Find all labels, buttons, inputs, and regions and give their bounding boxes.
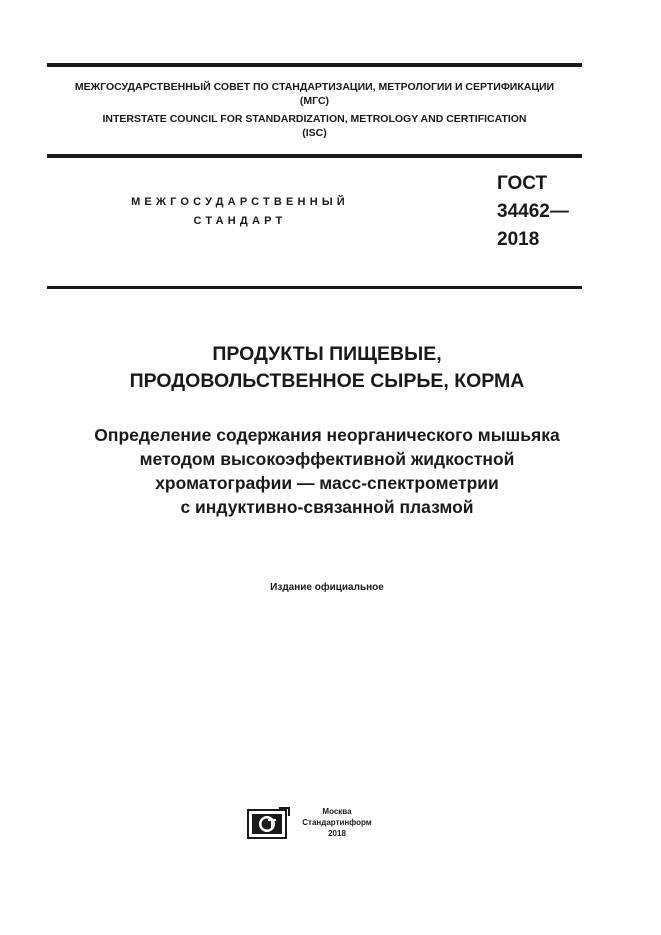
gost-label: ГОСТ xyxy=(497,173,548,194)
council-name-en: INTERSTATE COUNCIL FOR STANDARDIZATION, METROLOGY AND CERTIFICATION xyxy=(102,113,527,125)
standard-kind-line1: МЕЖГОСУДАРСТВЕННЫЙ xyxy=(131,196,349,208)
publisher-name: Стандартинформ xyxy=(302,818,372,827)
publisher-imprint xyxy=(292,806,382,839)
document-subtitle-line4: с индуктивно-связанной плазмой xyxy=(180,497,474,517)
top-rule xyxy=(47,63,582,67)
gost-number: 34462— xyxy=(497,201,569,222)
middle-rule xyxy=(47,154,582,158)
council-abbr-en: (ISC) xyxy=(302,127,327,139)
official-edition-label: Издание официальное xyxy=(270,582,384,593)
gost-year: 2018 xyxy=(497,229,540,250)
gost-designation xyxy=(497,170,597,254)
standard-kind-line2: СТАНДАРТ xyxy=(193,215,287,227)
document-subtitle-line2: методом высокоэффективной жидкостной xyxy=(139,449,515,469)
council-name-ru: МЕЖГОСУДАРСТВЕННЫЙ СОВЕТ ПО СТАНДАРТИЗАЦИИ, МЕТРОЛОГИИ И СЕРТИФИКАЦИИ xyxy=(74,81,555,93)
council-abbr-ru: (МГС) xyxy=(299,95,330,107)
document-title-line1: ПРОДУКТЫ ПИЩЕВЫЕ, xyxy=(212,343,442,365)
publisher-city: Москва xyxy=(322,807,352,816)
document-subtitle-line1: Определение содержания неорганического мышьяка xyxy=(94,425,560,445)
publisher-year: 2018 xyxy=(328,829,346,838)
document-subtitle-line3: хроматографии — масс-спектрометрии xyxy=(155,473,499,493)
document-title-line2: ПРОДОВОЛЬСТВЕННОЕ СЫРЬЕ, КОРМА xyxy=(129,370,525,392)
bottom-rule xyxy=(47,286,582,289)
standartinform-logo-icon xyxy=(247,806,291,840)
